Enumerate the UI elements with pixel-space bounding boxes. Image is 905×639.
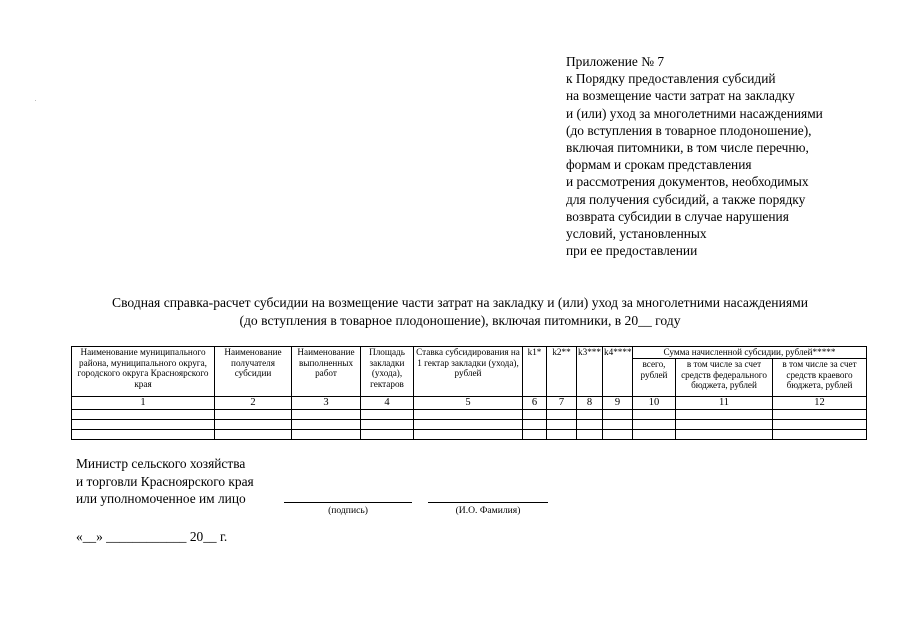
data-cell[interactable] [361, 420, 414, 430]
signatory-line: Министр сельского хозяйства [76, 456, 246, 471]
data-cell[interactable] [292, 430, 361, 440]
column-number: 7 [547, 397, 577, 410]
data-cell[interactable] [72, 420, 215, 430]
appendix-line: Приложение № 7 [566, 54, 665, 69]
header-total: всего, рублей [633, 359, 676, 397]
column-number: 2 [215, 397, 292, 410]
data-cell[interactable] [547, 430, 577, 440]
empty-data-row [72, 410, 867, 420]
column-number: 4 [361, 397, 414, 410]
header-k1: k1* [523, 347, 547, 397]
header-federal: в том числе за счет средств федерального бюджета, рублей [676, 359, 773, 397]
data-cell[interactable] [547, 420, 577, 430]
data-cell[interactable] [633, 410, 676, 420]
appendix-line: условий, установленных [566, 226, 707, 242]
appendix-line: для получения субсидий, а также порядку [566, 191, 806, 207]
column-number: 3 [292, 397, 361, 410]
data-cell[interactable] [577, 420, 603, 430]
appendix-line: возврата субсидии в случае нарушения [566, 208, 789, 224]
data-cell[interactable] [773, 410, 867, 420]
header-recipient: Наименование получателя субсидии [215, 347, 292, 397]
column-number-row [72, 397, 867, 410]
document-title [40, 294, 880, 329]
appendix-line: на возмещение части затрат на закладку [566, 88, 795, 104]
empty-data-row [72, 420, 867, 430]
data-cell[interactable] [292, 410, 361, 420]
header-works: Наименование выполненных работ [292, 347, 361, 397]
title-line-1: Сводная справка-расчет субсидии на возмещение части затрат на закладку и (или) уход за многолетними насаждениями [112, 295, 808, 310]
signature-caption: (подпись) [328, 505, 368, 516]
header-rate: Ставка субсидирования на 1 гектар закладки (ухода), рублей [414, 347, 523, 397]
appendix-line: и (или) уход за многолетними насаждениями [566, 105, 823, 121]
header-sum-group: Сумма начисленной субсидии, рублей***** [633, 347, 867, 359]
data-cell[interactable] [72, 410, 215, 420]
scan-speck [35, 100, 36, 101]
appendix-line: при ее предоставлении [566, 243, 698, 259]
data-cell[interactable] [414, 420, 523, 430]
signature-field[interactable] [284, 502, 412, 503]
appendix-line: включая питомники, в том числе перечню, [566, 140, 809, 156]
header-municipality: Наименование муниципального района, муниципального округа, городского округа Красноярского края [72, 347, 215, 397]
signatory-line: и торговли Красноярского края [76, 473, 254, 489]
name-field[interactable] [428, 502, 548, 503]
data-cell[interactable] [603, 410, 633, 420]
column-number: 8 [577, 397, 603, 410]
data-cell[interactable] [577, 410, 603, 420]
header-area: Площадь закладки (ухода), гектаров [361, 347, 414, 397]
signatory-line: или уполномоченное им лицо [76, 491, 246, 506]
column-number: 9 [603, 397, 633, 410]
data-cell[interactable] [676, 430, 773, 440]
title-line-2: (до вступления в товарное плодоношение), включая питомники, в 20__ году [239, 312, 681, 328]
appendix-line: (до вступления в товарное плодоношение), [566, 122, 812, 138]
data-cell[interactable] [577, 430, 603, 440]
column-number: 10 [633, 397, 676, 410]
appendix-line: формам и срокам представления [566, 157, 752, 173]
header-k2: k2** [547, 347, 577, 397]
data-cell[interactable] [414, 430, 523, 440]
column-number: 12 [773, 397, 867, 410]
data-cell[interactable] [414, 410, 523, 420]
data-cell[interactable] [676, 410, 773, 420]
data-cell[interactable] [773, 420, 867, 430]
data-cell[interactable] [547, 410, 577, 420]
data-cell[interactable] [523, 420, 547, 430]
column-number: 11 [676, 397, 773, 410]
data-cell[interactable] [523, 430, 547, 440]
signatory-block [76, 455, 254, 508]
data-cell[interactable] [215, 420, 292, 430]
date-field: «__» ____________ 20__ г. [76, 529, 228, 544]
column-number: 6 [523, 397, 547, 410]
header-k4: k4**** [603, 347, 633, 397]
appendix-line: к Порядку предоставления субсидий [566, 71, 776, 87]
data-cell[interactable] [603, 430, 633, 440]
empty-data-row [72, 430, 867, 440]
data-cell[interactable] [523, 410, 547, 420]
data-cell[interactable] [603, 420, 633, 430]
data-cell[interactable] [633, 430, 676, 440]
data-cell[interactable] [773, 430, 867, 440]
header-k3: k3*** [577, 347, 603, 397]
subsidy-calculation-table [71, 346, 867, 440]
data-cell[interactable] [215, 410, 292, 420]
data-cell[interactable] [676, 420, 773, 430]
data-cell[interactable] [72, 430, 215, 440]
appendix-header [566, 53, 886, 259]
column-number: 1 [72, 397, 215, 410]
header-regional: в том числе за счет средств краевого бюджета, рублей [773, 359, 867, 397]
column-number: 5 [414, 397, 523, 410]
data-cell[interactable] [215, 430, 292, 440]
data-cell[interactable] [633, 420, 676, 430]
data-cell[interactable] [361, 410, 414, 420]
name-caption: (И.О. Фамилия) [455, 505, 521, 516]
header-row [72, 347, 867, 359]
data-cell[interactable] [292, 420, 361, 430]
appendix-line: и рассмотрения документов, необходимых [566, 174, 809, 190]
data-cell[interactable] [361, 430, 414, 440]
